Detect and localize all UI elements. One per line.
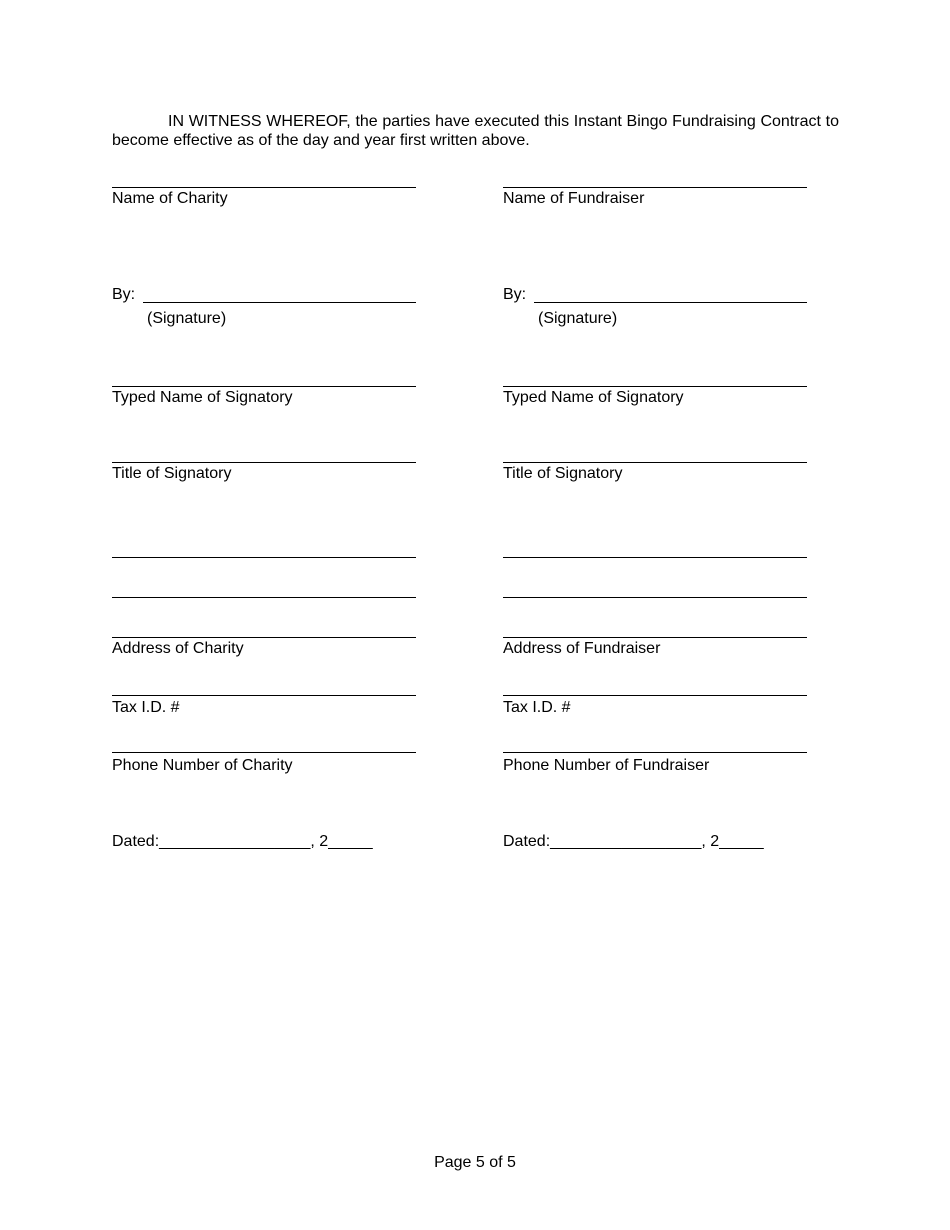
charity-phone-line	[112, 752, 416, 753]
charity-phone-label: Phone Number of Charity	[112, 757, 293, 774]
charity-signature-line	[143, 302, 416, 303]
charity-title-line	[112, 462, 416, 463]
fundraiser-phone-line	[503, 752, 807, 753]
charity-by-label: By:	[112, 286, 136, 303]
fundraiser-address-line-1	[503, 557, 807, 558]
fundraiser-name-line	[503, 187, 807, 188]
fundraiser-typed-name-label: Typed Name of Signatory	[503, 389, 684, 406]
charity-name-label: Name of Charity	[112, 190, 228, 207]
fundraiser-address-label: Address of Fundraiser	[503, 640, 661, 657]
fundraiser-address-line-3	[503, 637, 807, 638]
charity-tax-line	[112, 695, 416, 696]
charity-signature-label: (Signature)	[147, 310, 227, 327]
fundraiser-signature-label: (Signature)	[538, 310, 618, 327]
fundraiser-typed-name-line	[503, 386, 807, 387]
charity-address-label: Address of Charity	[112, 640, 244, 657]
witness-text: IN WITNESS WHEREOF, the parties have executed this Instant Bingo Fundraising Contract to become effective as of the day and year first written above.	[112, 113, 839, 149]
charity-name-line	[112, 187, 416, 188]
fundraiser-address-line-2	[503, 597, 807, 598]
charity-typed-name-line	[112, 386, 416, 387]
fundraiser-by-label: By:	[503, 286, 527, 303]
fundraiser-phone-label: Phone Number of Fundraiser	[503, 757, 710, 774]
fundraiser-name-label: Name of Fundraiser	[503, 190, 645, 207]
fundraiser-tax-label: Tax I.D. #	[503, 699, 571, 716]
charity-address-line-2	[112, 597, 416, 598]
charity-tax-label: Tax I.D. #	[112, 699, 180, 716]
fundraiser-title-label: Title of Signatory	[503, 465, 623, 482]
charity-dated: Dated:_________________, 2_____	[112, 833, 373, 850]
charity-typed-name-label: Typed Name of Signatory	[112, 389, 293, 406]
charity-address-line-3	[112, 637, 416, 638]
charity-title-label: Title of Signatory	[112, 465, 232, 482]
fundraiser-title-line	[503, 462, 807, 463]
fundraiser-dated: Dated:_________________, 2_____	[503, 833, 764, 850]
page-number: Page 5 of 5	[434, 1154, 516, 1171]
fundraiser-tax-line	[503, 695, 807, 696]
witness-paragraph	[112, 112, 839, 150]
fundraiser-signature-line	[534, 302, 807, 303]
charity-address-line-1	[112, 557, 416, 558]
